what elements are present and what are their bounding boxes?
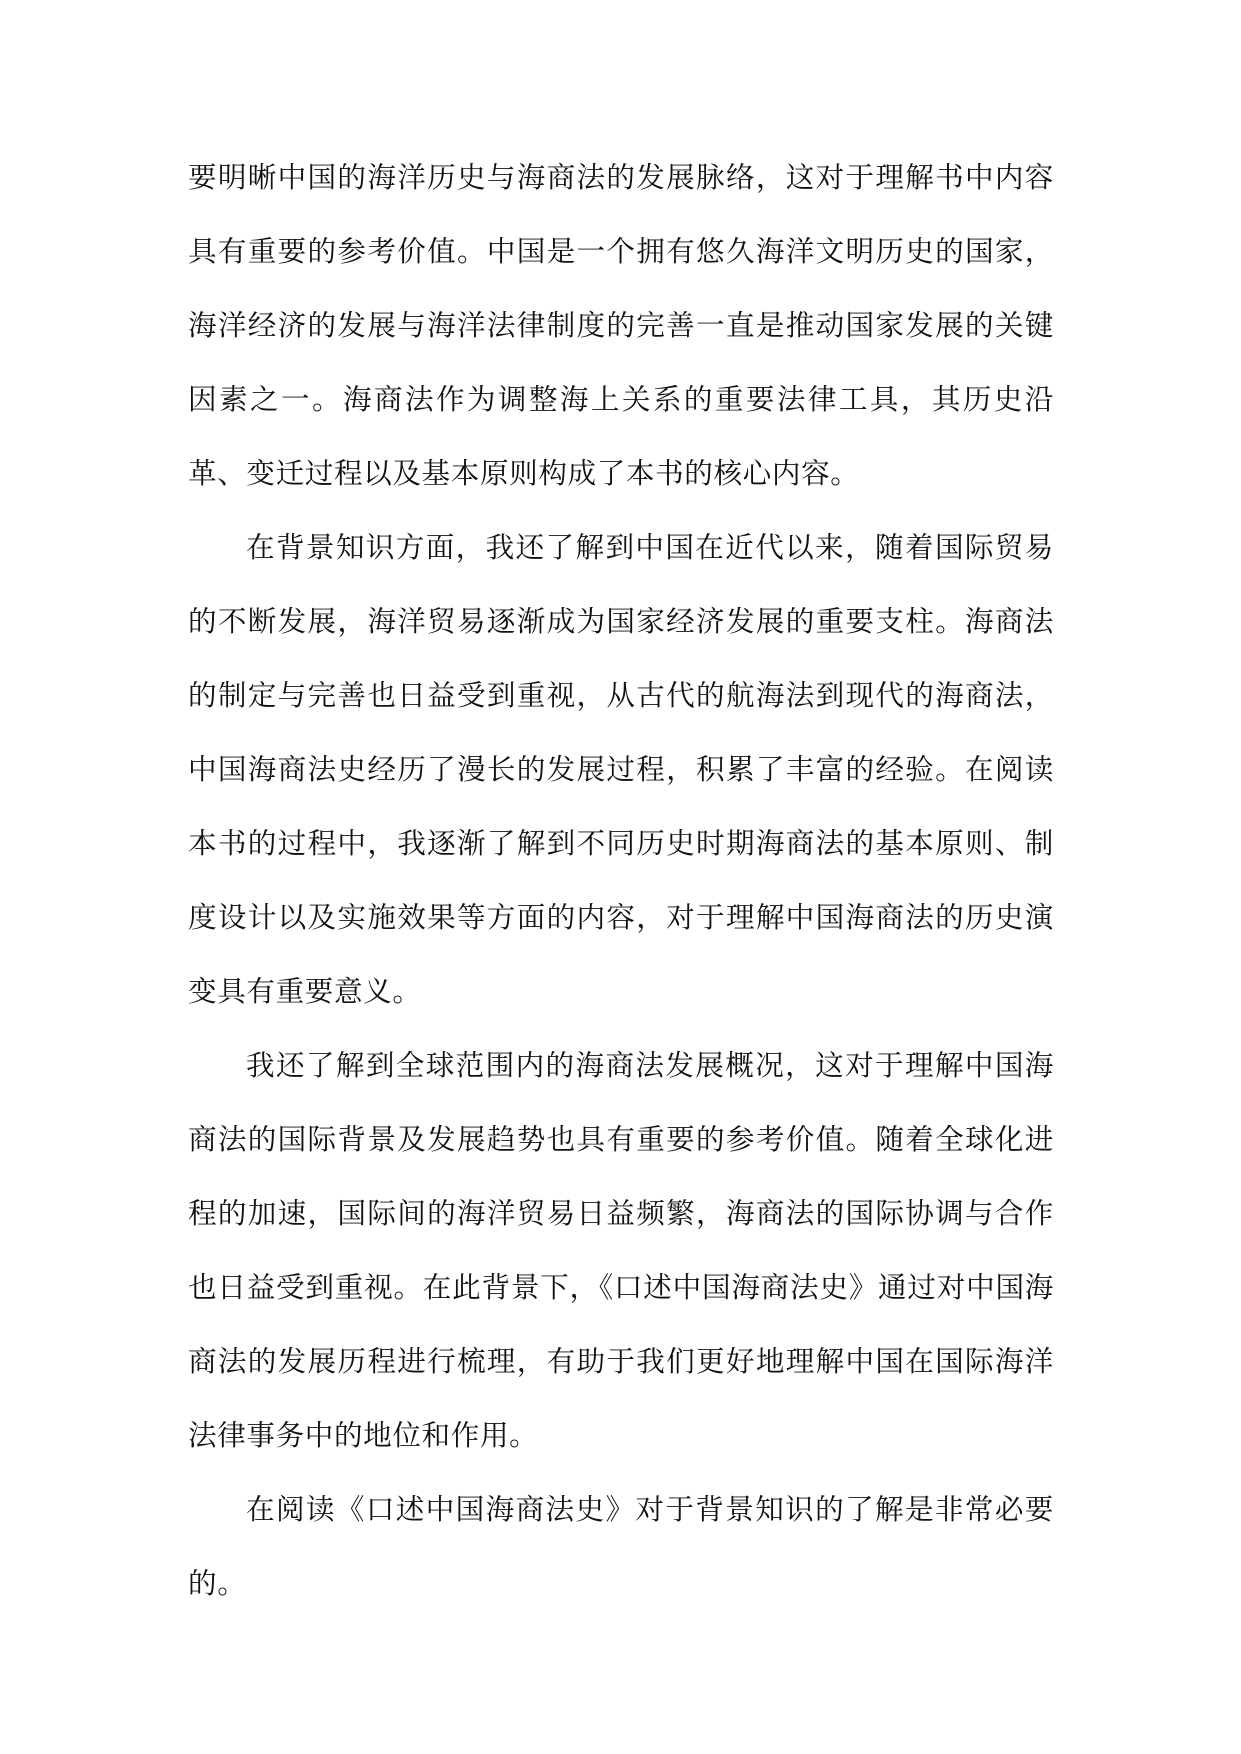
document-body [188, 140, 1054, 1620]
paragraph-2: 在背景知识方面，我还了解到中国在近代以来，随着国际贸易的不断发展，海洋贸易逐渐成为国家经济发展的重要支柱。海商法的制定与完善也日益受到重视，从古代的航海法到现代的海商法，中国海商法史经历了漫长的发展过程，积累了丰富的经验。在阅读本书的过程中，我逐渐了解到不同历史时期海商法的基本原则、制度设计以及实施效果等方面的内容，对于理解中国海商法的历史演变具有重要意义。 [188, 530, 1054, 1008]
paragraph-4: 在阅读《口述中国海商法史》对于背景知识的了解是非常必要的。 [188, 1492, 1054, 1600]
paragraph-1: 要明晰中国的海洋历史与海商法的发展脉络，这对于理解书中内容具有重要的参考价值。中国是一个拥有悠久海洋文明历史的国家，海洋经济的发展与海洋法律制度的完善一直是推动国家发展的关键因素之一。海商法作为调整海上关系的重要法律工具，其历史沿革、变迁过程以及基本原则构成了本书的核心内容。 [188, 160, 1054, 490]
paragraph-3: 我还了解到全球范围内的海商法发展概况，这对于理解中国海商法的国际背景及发展趋势也具有重要的参考价值。随着全球化进程的加速，国际间的海洋贸易日益频繁，海商法的国际协调与合作也日益受到重视。在此背景下，《口述中国海商法史》通过对中国海商法的发展历程进行梳理，有助于我们更好地理解中国在国际海洋法律事务中的地位和作用。 [188, 1048, 1054, 1452]
